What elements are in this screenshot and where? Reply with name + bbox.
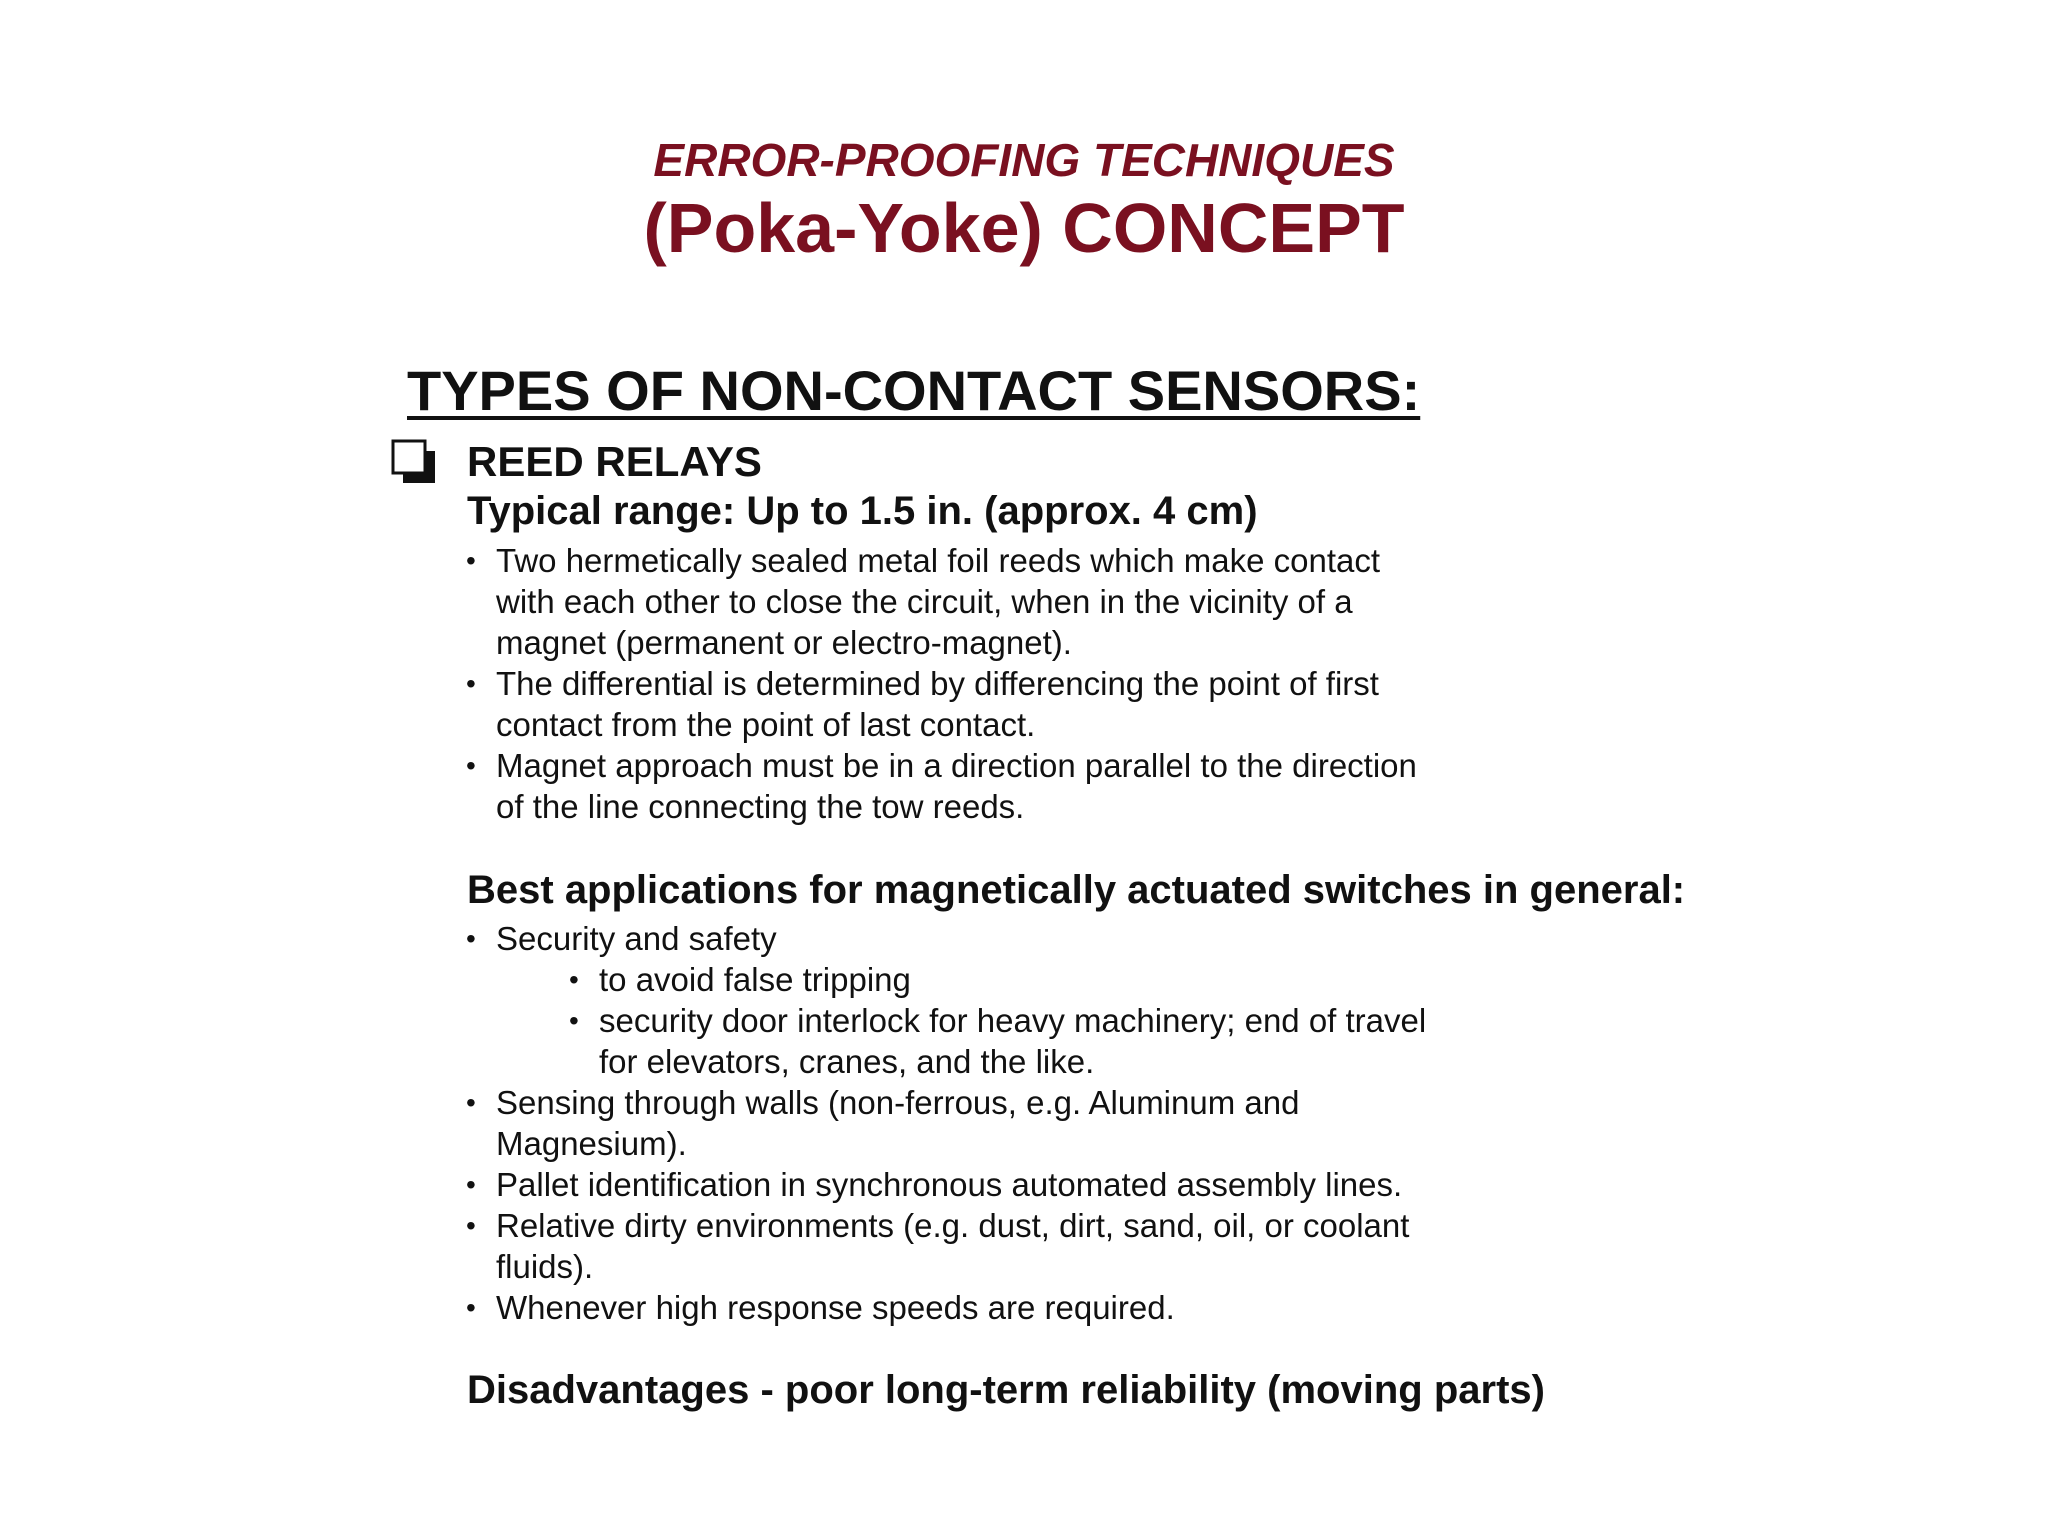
bullet-line: security door interlock for heavy machinery; end of travel <box>599 1002 1427 1039</box>
bullet-line: fluids). <box>496 1248 594 1285</box>
bullet-line: Sensing through walls (non-ferrous, e.g. Aluminum and <box>496 1084 1300 1121</box>
bullet-line: of the line connecting the tow reeds. <box>496 788 1025 825</box>
bullet-line: contact from the point of last contact. <box>496 706 1036 743</box>
bullet-line: Whenever high response speeds are required. <box>496 1289 1175 1326</box>
bullet-line: to avoid false tripping <box>599 961 911 998</box>
range-line: Typical range: Up to 1.5 in. (approx. 4 cm) <box>467 489 1258 533</box>
applications-heading: Best applications for magnetically actuated switches in general: <box>467 868 1686 912</box>
bullet-dot-icon: • <box>466 1169 476 1200</box>
bullet-line: magnet (permanent or electro-magnet). <box>496 624 1072 661</box>
bullet-dot-icon: • <box>466 1210 476 1241</box>
bullet-line: with each other to close the circuit, when in the vicinity of a <box>496 583 1353 620</box>
slide-title: (Poka-Yoke) CONCEPT <box>643 189 1405 267</box>
bullet-line: for elevators, cranes, and the like. <box>599 1043 1095 1080</box>
bullet-line: Pallet identification in synchronous automated assembly lines. <box>496 1166 1403 1203</box>
bullet-line: Relative dirty environments (e.g. dust, dirt, sand, oil, or coolant <box>496 1207 1410 1244</box>
checkbox-icon <box>391 439 437 485</box>
bullet-dot-icon: • <box>466 1087 476 1118</box>
bullet-line: The differential is determined by differencing the point of first <box>496 665 1379 702</box>
bullet-dot-icon: • <box>569 964 579 995</box>
bullet-dot-icon: • <box>466 750 476 781</box>
slide-subtitle: ERROR-PROOFING TECHNIQUES <box>653 134 1395 186</box>
bullet-line: Magnet approach must be in a direction parallel to the direction <box>496 747 1417 784</box>
bullet-dot-icon: • <box>466 668 476 699</box>
bullet-line: Security and safety <box>496 920 777 957</box>
bullet-line: Magnesium). <box>496 1125 687 1162</box>
bullet-dot-icon: • <box>569 1005 579 1036</box>
section-heading: TYPES OF NON-CONTACT SENSORS: <box>407 359 1421 422</box>
disadvantages-line: Disadvantages - poor long-term reliability (moving parts) <box>467 1368 1545 1412</box>
item-title: REED RELAYS <box>467 438 762 485</box>
bullet-line: Two hermetically sealed metal foil reeds which make contact <box>496 542 1381 579</box>
bullet-dot-icon: • <box>466 923 476 954</box>
bullet-dot-icon: • <box>466 545 476 576</box>
bullet-dot-icon: • <box>466 1292 476 1323</box>
